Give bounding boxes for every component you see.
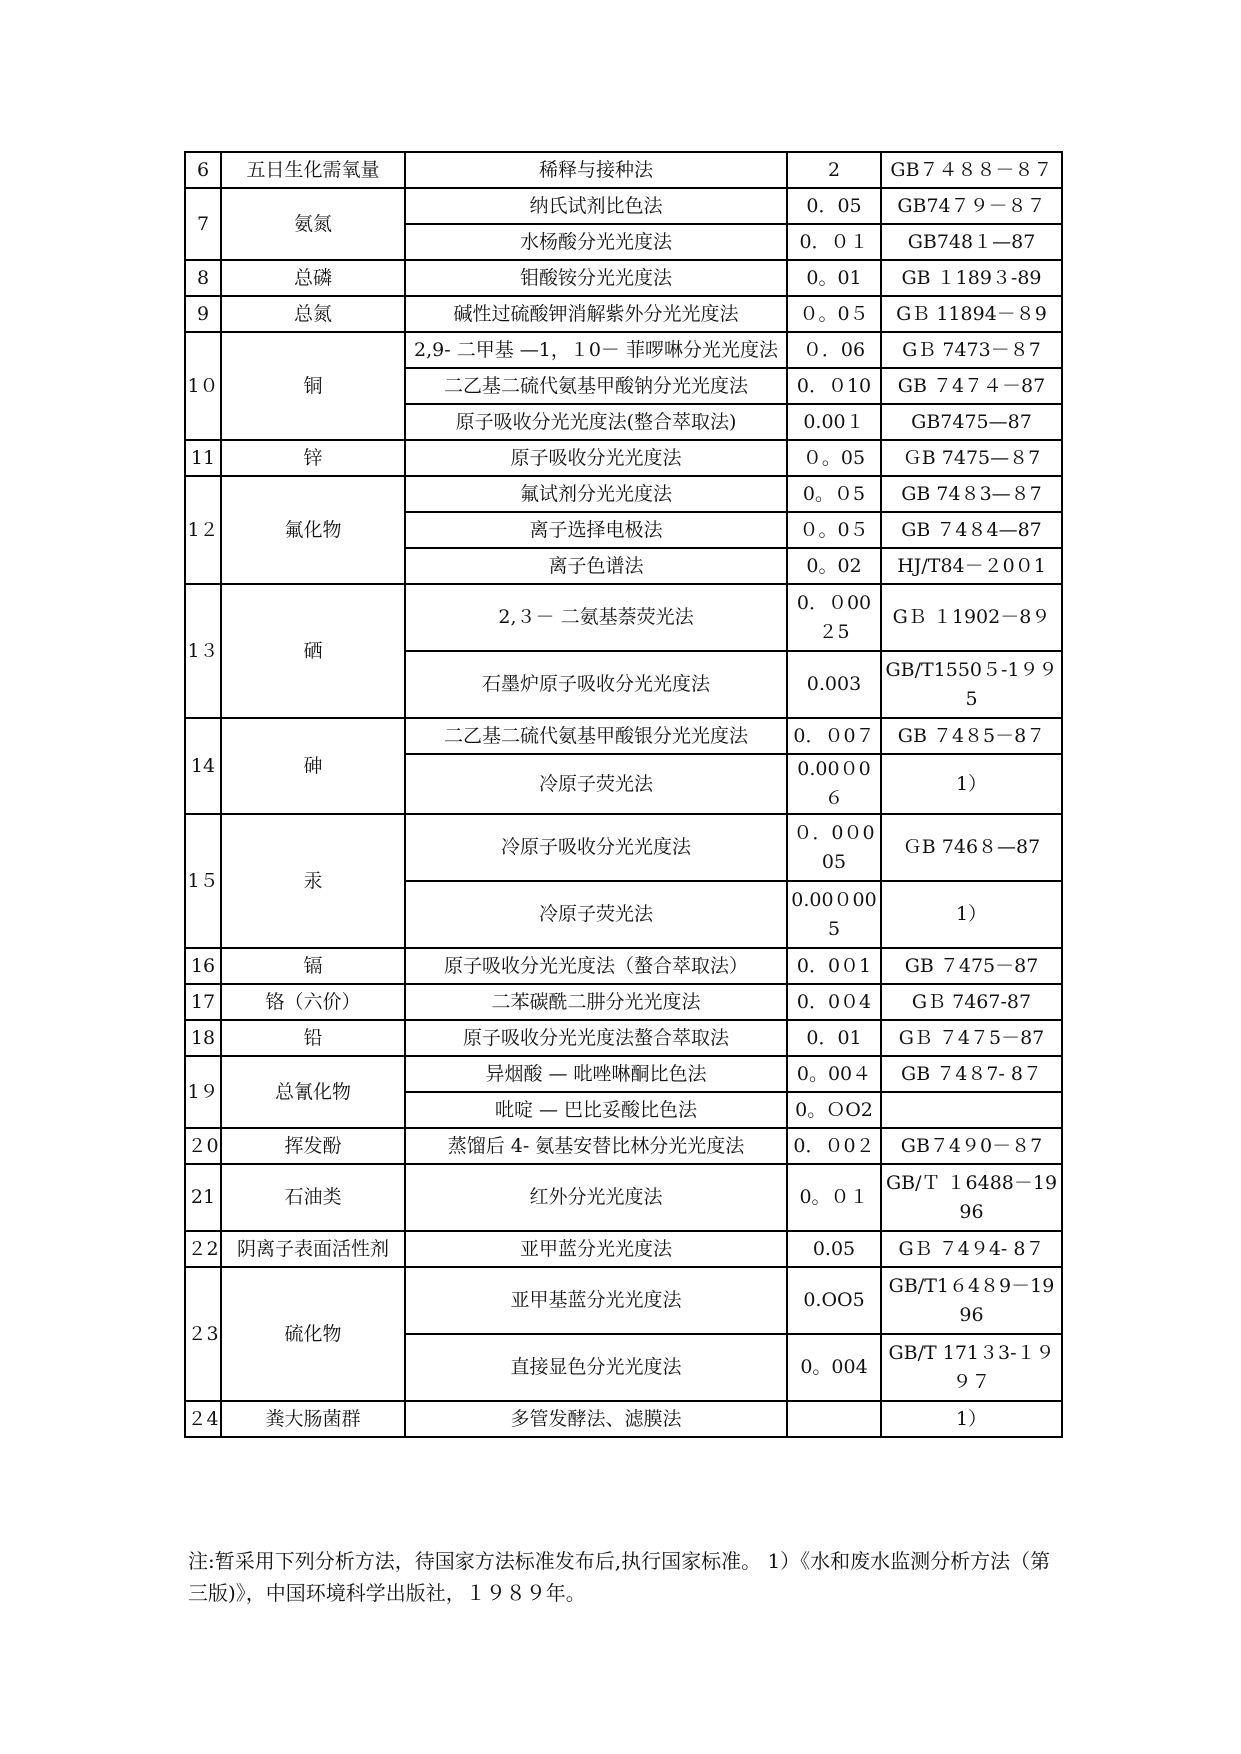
standard-number: GB ７4８5－8７ [881, 718, 1062, 754]
table-row [185, 332, 1062, 368]
detection-limit: 0．０0２ [787, 1128, 881, 1164]
row-number: 8 [185, 260, 221, 296]
detection-limit: ０。0５ [787, 512, 881, 548]
analysis-method: 离子选择电极法 [405, 512, 787, 548]
analysis-method: 直接显色分光光度法 [405, 1334, 787, 1401]
detection-limit: 0．０１ [787, 224, 881, 260]
row-number: 6 [185, 152, 221, 188]
row-number: 1０ [185, 332, 221, 440]
footnote: 注:暂采用下列分析方法，待国家方法标准发布后,执行国家标准。 1）《水和废水监测分析方法（第三版)》，中国环境科学出版社，１９８９年。 [188, 1549, 1051, 1605]
table-row [185, 1267, 1062, 1334]
detection-limit: 0。01 [787, 260, 881, 296]
row-number: 1９ [185, 1056, 221, 1128]
detection-limit: 0．01 [787, 1020, 881, 1056]
item-name: 锌 [221, 440, 405, 476]
detection-limit: 0。０5 [787, 476, 881, 512]
standard-number: GB/T1550５-1９９5 [881, 651, 1062, 718]
analysis-method: 二乙基二硫代氨基甲酸银分光光度法 [405, 718, 787, 754]
detection-limit: 0。00４ [787, 1056, 881, 1092]
standard-number: GB １189３-89 [881, 260, 1062, 296]
standard-number: GB/T1６4８9－1996 [881, 1267, 1062, 1334]
table-row [185, 260, 1062, 296]
item-name: 总氰化物 [221, 1056, 405, 1128]
table-row [185, 188, 1062, 224]
analysis-method: 二苯碳酰二肼分光光度法 [405, 984, 787, 1020]
analysis-method: 离子色谱法 [405, 548, 787, 584]
analysis-method: 红外分光光度法 [405, 1164, 787, 1231]
standard-number: GB ７475－87 [881, 948, 1062, 984]
item-name: 石油类 [221, 1164, 405, 1231]
table-row [185, 296, 1062, 332]
analysis-method: 异烟酸 — 吡唑啉酮比色法 [405, 1056, 787, 1092]
standard-number: GＢ 7473－８7 [881, 332, 1062, 368]
item-name: 氟化物 [221, 476, 405, 584]
standard-number: ＧB 746８—87 [881, 814, 1062, 881]
row-number: 14 [185, 718, 221, 814]
analysis-method: 原子吸收分光光度法螯合萃取法 [405, 1020, 787, 1056]
detection-limit: 0.05 [787, 1231, 881, 1267]
detection-limit: ０。0５ [787, 296, 881, 332]
analysis-method: 氟试剂分光光度法 [405, 476, 787, 512]
row-number: 1２ [185, 476, 221, 584]
analysis-method: 原子吸收分光光度法 [405, 440, 787, 476]
standard-number: GB７４８８－８７ [881, 152, 1062, 188]
item-name: 硫化物 [221, 1267, 405, 1401]
detection-limit: 0．0０1 [787, 948, 881, 984]
item-name: 砷 [221, 718, 405, 814]
row-number: 11 [185, 440, 221, 476]
analysis-method: 吡啶 — 巴比妥酸比色法 [405, 1092, 787, 1128]
analysis-method: 稀释与接种法 [405, 152, 787, 188]
table-row [185, 718, 1062, 754]
analysis-method: 原子吸收分光光度法(整合萃取法) [405, 404, 787, 440]
standard-number: GB/Ｔ １6488－1996 [881, 1164, 1062, 1231]
detection-limit: 0．05 [787, 188, 881, 224]
detection-limit: 0.OO5 [787, 1267, 881, 1334]
row-number: ２2 [185, 1231, 221, 1267]
table-row [185, 584, 1062, 651]
detection-limit: 0．０0７ [787, 718, 881, 754]
detection-limit: ０．06 [787, 332, 881, 368]
detection-limit: ０。05 [787, 440, 881, 476]
analysis-method: 石墨炉原子吸收分光光度法 [405, 651, 787, 718]
table-row [185, 1164, 1062, 1231]
analysis-method: 蒸馏后 4- 氨基安替比林分光光度法 [405, 1128, 787, 1164]
item-name: 铬（六价） [221, 984, 405, 1020]
standards-table [184, 151, 1063, 1438]
row-number: 1３ [185, 584, 221, 718]
standard-number [881, 1092, 1062, 1128]
row-number: 7 [185, 188, 221, 260]
table-row [185, 1020, 1062, 1056]
analysis-method: 亚甲蓝分光光度法 [405, 1231, 787, 1267]
table-row [185, 814, 1062, 881]
table-row [185, 1056, 1062, 1092]
analysis-method: 钼酸铵分光光度法 [405, 260, 787, 296]
analysis-method: 二乙基二硫代氨基甲酸钠分光光度法 [405, 368, 787, 404]
standard-number: GＢ ７4７5－87 [881, 1020, 1062, 1056]
item-name: 汞 [221, 814, 405, 948]
row-number: 17 [185, 984, 221, 1020]
analysis-method: 多管发酵法、滤膜法 [405, 1401, 787, 1437]
table-body [185, 152, 1062, 1437]
detection-limit: 0.003 [787, 651, 881, 718]
standard-number: GB ７4８7- 8７ [881, 1056, 1062, 1092]
standard-number: GB7475—87 [881, 404, 1062, 440]
table-row [185, 1231, 1062, 1267]
detection-limit: 0.00０005 [787, 881, 881, 948]
analysis-method: 碱性过硫酸钾消解紫外分光光度法 [405, 296, 787, 332]
standard-number: 1） [881, 1401, 1062, 1437]
row-number: 16 [185, 948, 221, 984]
table-row [185, 1401, 1062, 1437]
detection-limit: 0.00１ [787, 404, 881, 440]
standard-number: GB 74８3—８7 [881, 476, 1062, 512]
item-name: 铜 [221, 332, 405, 440]
detection-limit: 0。004 [787, 1334, 881, 1401]
standard-number: GB ７4７４－87 [881, 368, 1062, 404]
detection-limit: 0．０10 [787, 368, 881, 404]
standard-number: GB/T 171３3-１９９７ [881, 1334, 1062, 1401]
row-number: ２3 [185, 1267, 221, 1401]
analysis-method: 水杨酸分光光度法 [405, 224, 787, 260]
analysis-method: 2,9- 二甲基 —1，１0－ 菲啰啉分光光度法 [405, 332, 787, 368]
standard-number: GＢ １1902－8９ [881, 584, 1062, 651]
item-name: 粪大肠菌群 [221, 1401, 405, 1437]
analysis-method: 冷原子荧光法 [405, 754, 787, 814]
item-name: 阴离子表面活性剂 [221, 1231, 405, 1267]
analysis-method: 亚甲基蓝分光光度法 [405, 1267, 787, 1334]
row-number: ２4 [185, 1401, 221, 1437]
item-name: 铅 [221, 1020, 405, 1056]
analysis-method: 冷原子吸收分光光度法 [405, 814, 787, 881]
analysis-method: 纳氏试剂比色法 [405, 188, 787, 224]
detection-limit: 0.00０0６ [787, 754, 881, 814]
row-number: 9 [185, 296, 221, 332]
table-row [185, 948, 1062, 984]
table-row [185, 984, 1062, 1020]
item-name: 总磷 [221, 260, 405, 296]
detection-limit: 0．０00２5 [787, 584, 881, 651]
item-name: 五日生化需氧量 [221, 152, 405, 188]
standard-number: GB ７4８4—87 [881, 512, 1062, 548]
standard-number: GB74７９－８７ [881, 188, 1062, 224]
standard-number: GB748１—87 [881, 224, 1062, 260]
detection-limit: 0。０１ [787, 1164, 881, 1231]
standard-number: GＢ 11894－８9 [881, 296, 1062, 332]
table-row [185, 152, 1062, 188]
detection-limit: 0。ＯO2 [787, 1092, 881, 1128]
standard-number: 1） [881, 881, 1062, 948]
item-name: 氨氮 [221, 188, 405, 260]
standard-number: ＧB 7475—８7 [881, 440, 1062, 476]
item-name: 硒 [221, 584, 405, 718]
standard-number: GＢ ７4９4- 8７ [881, 1231, 1062, 1267]
detection-limit: 2 [787, 152, 881, 188]
detection-limit: 0。02 [787, 548, 881, 584]
standard-number: 1） [881, 754, 1062, 814]
analysis-method: 冷原子荧光法 [405, 881, 787, 948]
item-name: 镉 [221, 948, 405, 984]
analysis-method: 2,３－ 二氨基萘荧光法 [405, 584, 787, 651]
table-row [185, 1128, 1062, 1164]
analysis-method: 原子吸收分光光度法（螯合萃取法） [405, 948, 787, 984]
row-number: ２0 [185, 1128, 221, 1164]
item-name: 总氮 [221, 296, 405, 332]
standard-number: HJ/T84－２0０1 [881, 548, 1062, 584]
standard-number: GB７4９0－８7 [881, 1128, 1062, 1164]
row-number: 1５ [185, 814, 221, 948]
row-number: 18 [185, 1020, 221, 1056]
table-row [185, 440, 1062, 476]
standard-number: GＢ 7467-87 [881, 984, 1062, 1020]
detection-limit: ０．0０005 [787, 814, 881, 881]
detection-limit [787, 1401, 881, 1437]
item-name: 挥发酚 [221, 1128, 405, 1164]
row-number: 21 [185, 1164, 221, 1231]
table-row [185, 476, 1062, 512]
detection-limit: 0．0０4 [787, 984, 881, 1020]
